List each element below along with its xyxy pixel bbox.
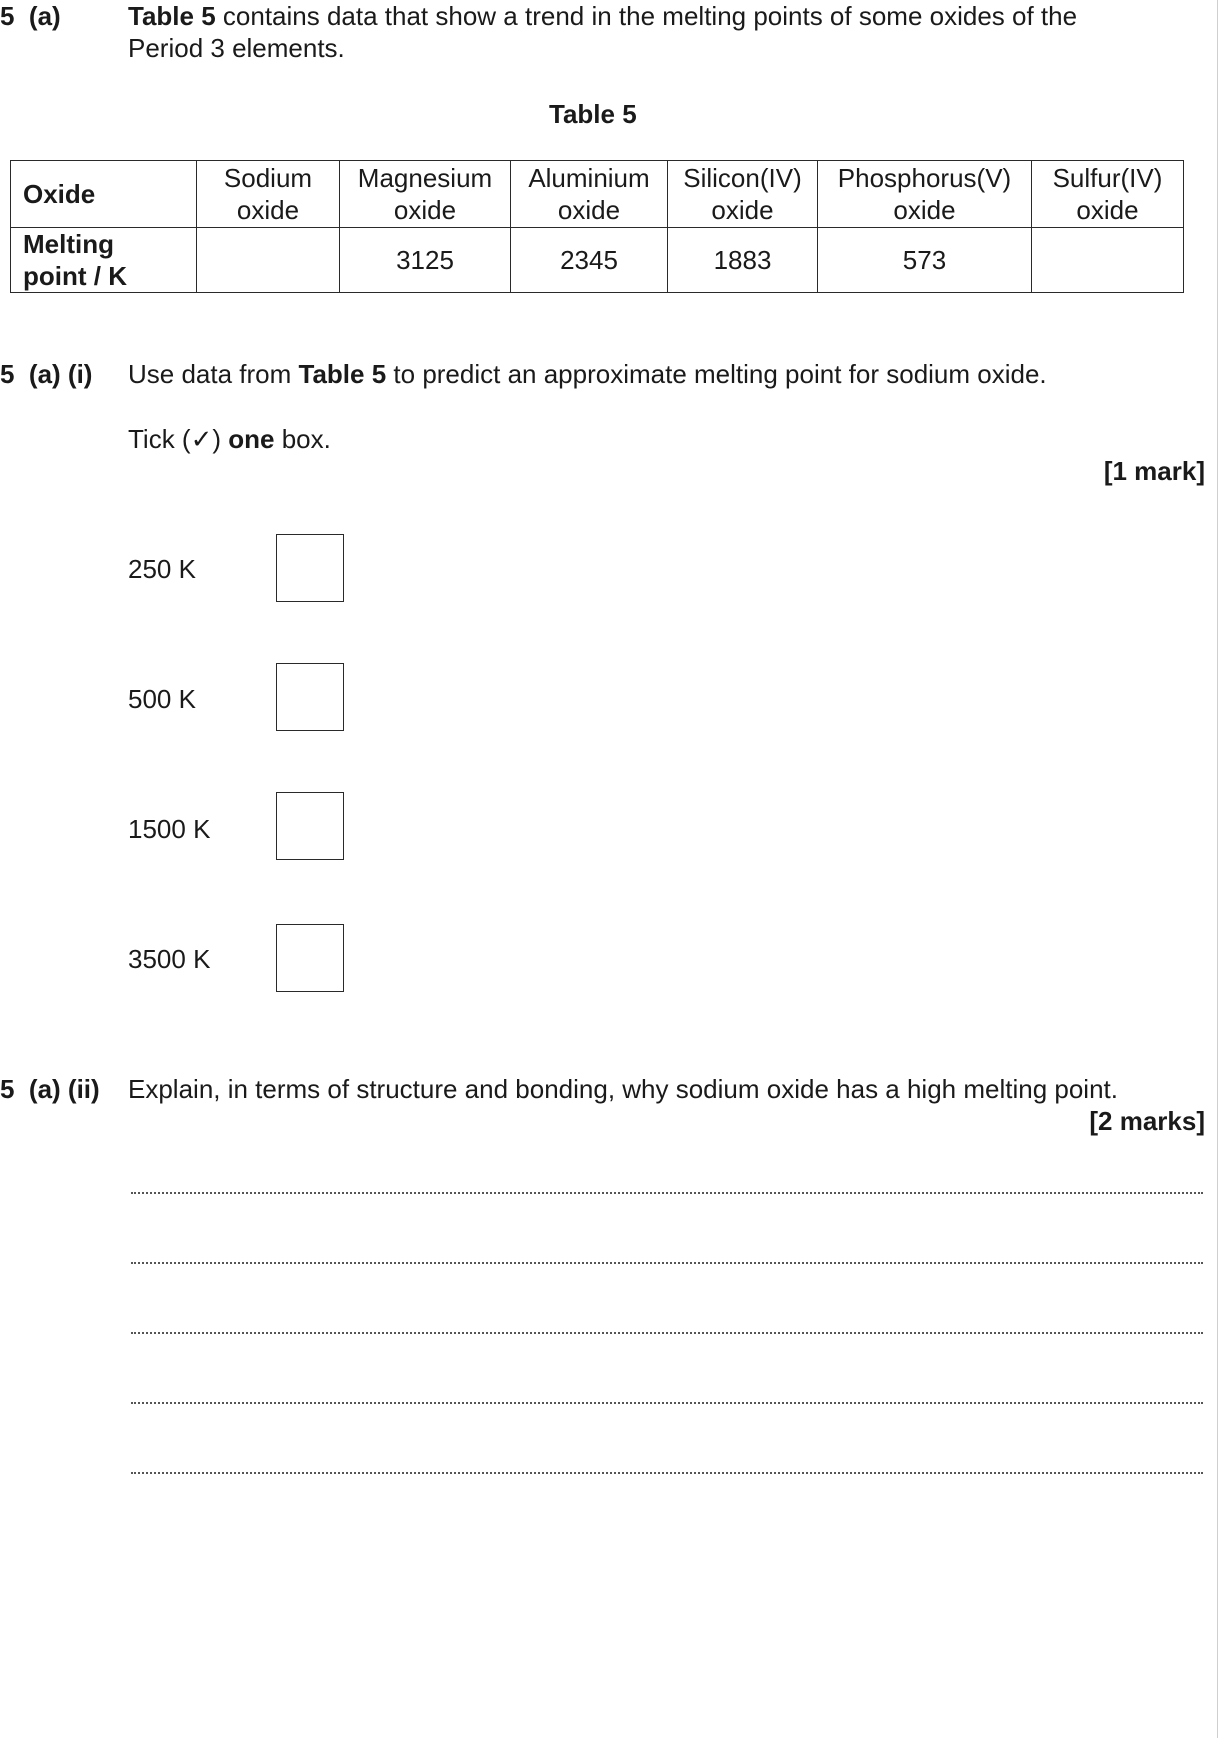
option-label-250k: 250 K: [128, 554, 196, 584]
row-header-oxide: Oxide: [11, 161, 197, 228]
option-checkbox-1500k[interactable]: [276, 792, 344, 860]
option-label-500k: 500 K: [128, 684, 196, 714]
option-label-3500k: 3500 K: [128, 944, 211, 974]
answer-line-1[interactable]: [131, 1192, 1203, 1194]
option-checkbox-3500k[interactable]: [276, 924, 344, 992]
page-edge: [1217, 0, 1218, 1738]
question-number-5aii: 5 (a) (ii): [0, 1074, 100, 1104]
column-header: Sulfur(IV) oxide: [1032, 161, 1184, 228]
marks-label-5ai: [1 mark]: [1103, 456, 1205, 486]
question-5a-intro-line2: Period 3 elements.: [128, 33, 345, 63]
table-row-oxide: [11, 161, 1184, 228]
table-cell-value: 573: [818, 228, 1032, 293]
table-cell-value: 1883: [668, 228, 818, 293]
table-cell-value: [1032, 228, 1184, 293]
answer-line-2[interactable]: [131, 1262, 1203, 1264]
column-header: Aluminium oxide: [511, 161, 668, 228]
tick-instruction: Tick (✓) one box.: [128, 424, 331, 454]
column-header: Phosphorus(V) oxide: [818, 161, 1032, 228]
table-reference: Table 5: [128, 1, 216, 31]
question-5aii-text: Explain, in terms of structure and bonding, why sodium oxide has a high melting point.: [128, 1074, 1118, 1104]
question-number-5a: 5 (a): [0, 1, 61, 31]
answer-line-4[interactable]: [131, 1402, 1203, 1404]
answer-line-3[interactable]: [131, 1332, 1203, 1334]
option-checkbox-500k[interactable]: [276, 663, 344, 731]
marks-label-5aii: [2 marks]: [1089, 1106, 1205, 1136]
table-caption: Table 5: [549, 99, 637, 129]
table-cell-value: 3125: [340, 228, 511, 293]
question-5a-intro-line1: Table 5 contains data that show a trend in the melting points of some oxides of the: [128, 1, 1078, 31]
table-cell-value: 2345: [511, 228, 668, 293]
row-header-melting-point: Melting point / K: [11, 228, 197, 293]
question-5ai-text: Use data from Table 5 to predict an approximate melting point for sodium oxide.: [128, 359, 1047, 389]
question-number-5ai: 5 (a) (i): [0, 359, 93, 389]
column-header: Magnesium oxide: [340, 161, 511, 228]
column-header: Silicon(IV) oxide: [668, 161, 818, 228]
answer-line-5[interactable]: [131, 1472, 1203, 1474]
option-label-1500k: 1500 K: [128, 814, 211, 844]
option-checkbox-250k[interactable]: [276, 534, 344, 602]
column-header: Sodium oxide: [197, 161, 340, 228]
table-row-melting-point: [11, 228, 1184, 293]
table-cell-value: [197, 228, 340, 293]
melting-points-table: [10, 160, 1184, 293]
